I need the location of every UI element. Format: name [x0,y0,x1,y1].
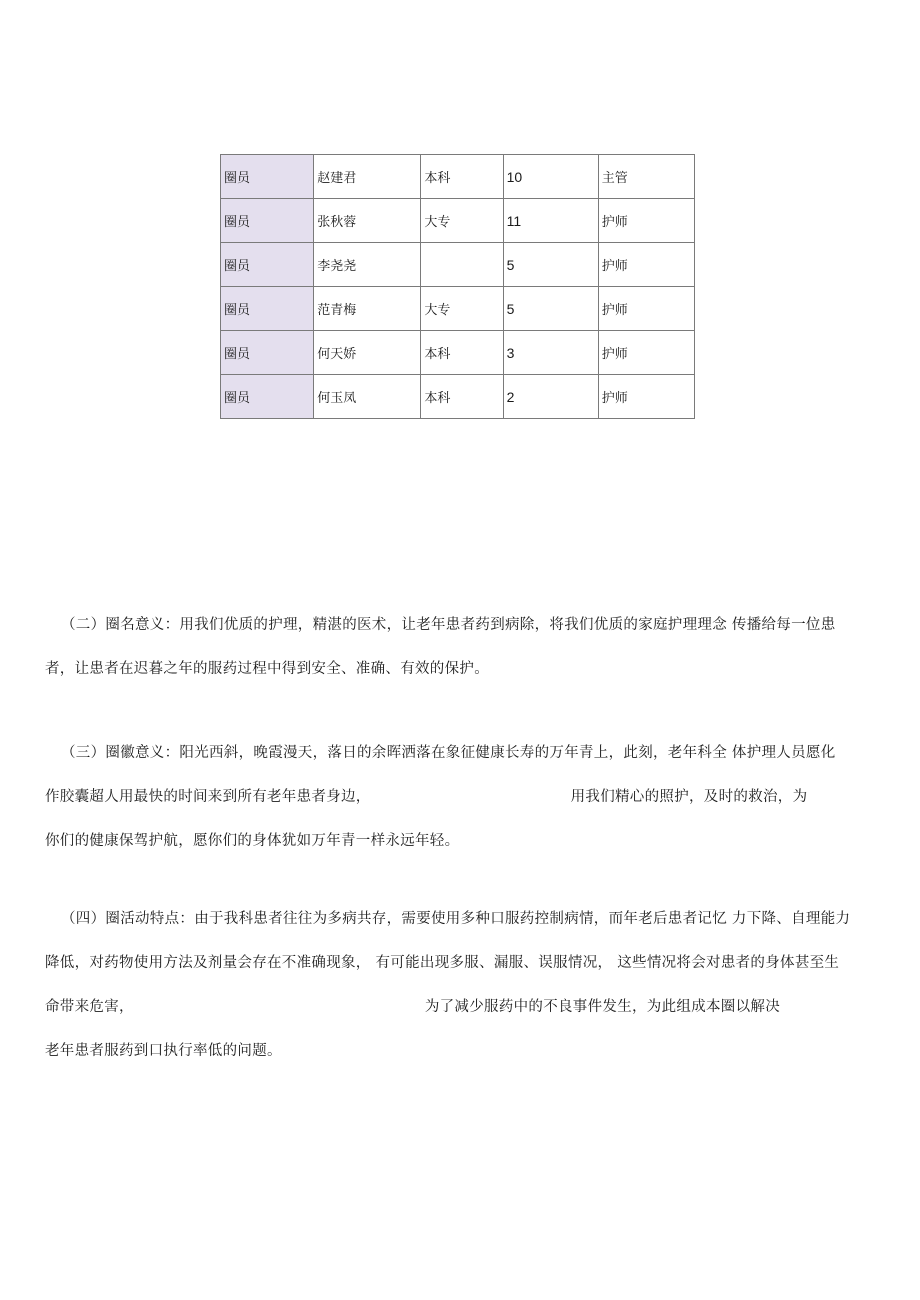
member-title: 护师 [598,331,694,375]
member-role: 圈员 [221,155,314,199]
member-education: 本科 [421,155,503,199]
paragraph-line: 老年患者服药到口执行率低的问题。 [45,1043,282,1059]
paragraph-fragment: 用我们精心的照护，及时的救治，为 [570,789,808,805]
member-years: 5 [503,287,598,331]
table-row [221,199,695,243]
member-role: 圈员 [221,375,314,419]
circle-activity-features-paragraph [45,897,875,1073]
member-name: 李尧尧 [314,243,421,287]
paragraph-fragment: 为了减少服药中的不良事件发生，为此组成本圈以解决 [424,999,781,1015]
paragraph-line: （三）圈徽意义：阳光西斜，晚霞漫天，落日的余晖洒落在象征健康长寿的万年青上，此刻，老年科全 体护理人员愿化 [61,745,836,761]
member-name: 范青梅 [314,287,421,331]
paragraph-fragment: 命带来危害， [45,999,134,1015]
table-row [221,331,695,375]
member-name: 何玉凤 [314,375,421,419]
member-title: 护师 [598,199,694,243]
member-education: 大专 [421,199,503,243]
member-years: 5 [503,243,598,287]
member-role: 圈员 [221,287,314,331]
member-years: 3 [503,331,598,375]
member-education: 大专 [421,287,503,331]
member-years: 11 [503,199,598,243]
table-row [221,243,695,287]
member-education: 本科 [421,331,503,375]
member-education: 本科 [421,375,503,419]
member-table [220,154,695,419]
member-role: 圈员 [221,331,314,375]
member-education [421,243,503,287]
member-years: 10 [503,155,598,199]
paragraph-line: 你们的健康保驾护航，愿你们的身体犹如万年青一样永远年轻。 [45,833,460,849]
member-title: 护师 [598,243,694,287]
paragraph-line: （二）圈名意义：用我们优质的护理，精湛的医术，让老年患者药到病除，将我们优质的家庭护理理念 传播给每一位患 [61,617,836,633]
member-title: 主管 [598,155,694,199]
paragraph-fragment: 作胶囊超人用最快的时间来到所有老年患者身边， [45,789,371,805]
member-years: 2 [503,375,598,419]
paragraph-line: 降低，对药物使用方法及剂量会存在不准确现象， 有可能出现多服、漏服、误服情况， 这些情况将会对患者的身体甚至生 [45,955,840,971]
paragraph-line-wrap [45,775,875,819]
paragraph-line: （四）圈活动特点：由于我科患者往往为多病共存，需要使用多种口服药控制病情，而年老后患者记忆 力下降、自理能力 [61,911,851,927]
member-title: 护师 [598,375,694,419]
member-name: 何天娇 [314,331,421,375]
member-name: 张秋蓉 [314,199,421,243]
table-row [221,375,695,419]
paragraph-line-wrap [45,985,875,1029]
paragraph-line: 者，让患者在迟暮之年的服药过程中得到安全、准确、有效的保护。 [45,661,489,677]
circle-emblem-meaning-paragraph [45,731,875,863]
member-role: 圈员 [221,199,314,243]
member-title: 护师 [598,287,694,331]
table-row [221,155,695,199]
circle-name-meaning-paragraph [45,603,875,691]
table-row [221,287,695,331]
member-name: 赵建君 [314,155,421,199]
member-role: 圈员 [221,243,314,287]
